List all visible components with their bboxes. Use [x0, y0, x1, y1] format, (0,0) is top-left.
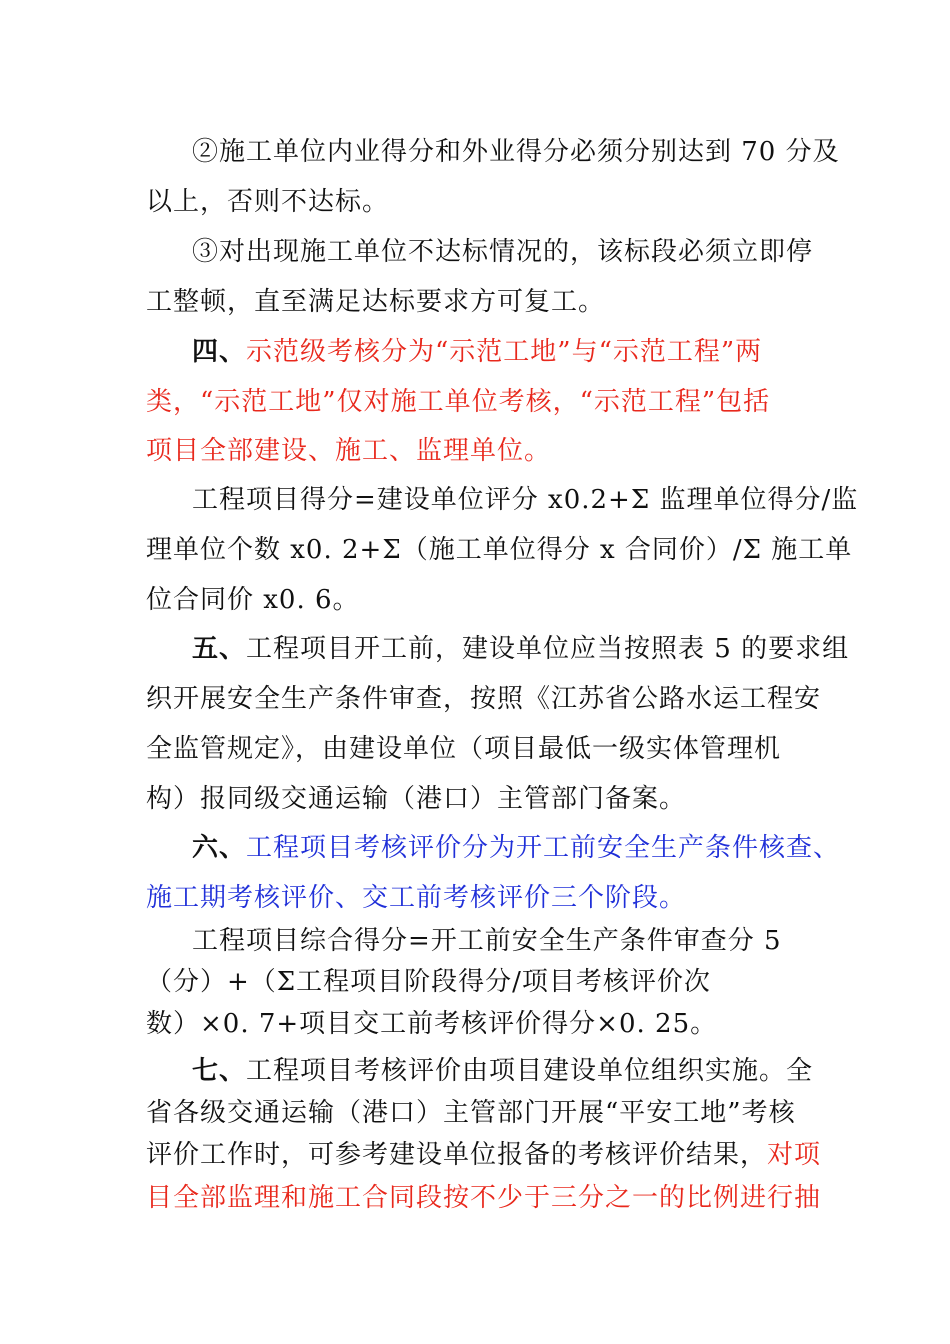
paragraph-line: 工整顿，直至满足达标要求方可复工。: [146, 287, 606, 317]
paragraph-line: 评价工作时，可参考建设单位报备的考核评价结果，对项: [146, 1140, 822, 1170]
paragraph-line: 目全部监理和施工合同段按不少于三分之一的比例进行抽: [146, 1183, 822, 1213]
formula-line: 工程项目综合得分=开工前安全生产条件审查分 5: [192, 926, 782, 956]
section-six-heading: 六、工程项目考核评价分为开工前安全生产条件核查、: [192, 833, 841, 863]
paragraph-line: ②施工单位内业得分和外业得分必须分别达到 70 分及: [192, 137, 840, 167]
section-number: 五、: [192, 634, 247, 664]
section-five-heading: 五、工程项目开工前，建设单位应当按照表 5 的要求组: [192, 634, 850, 664]
formula-line: 理单位个数 x0. 2+Σ（施工单位得分 x 合同价）/Σ 施工单: [146, 535, 853, 565]
paragraph-line: ③对出现施工单位不达标情况的，该标段必须立即停: [192, 237, 814, 267]
formula-line: 位合同价 x0. 6。: [146, 585, 360, 615]
paragraph-line: 织开展安全生产条件审查，按照《江苏省公路水运工程安: [146, 684, 822, 714]
section-seven-heading: 七、工程项目考核评价由项目建设单位组织实施。全: [192, 1056, 814, 1086]
paragraph-line: 构）报同级交通运输（港口）主管部门备案。: [146, 784, 687, 814]
paragraph-line: 施工期考核评价、交工前考核评价三个阶段。: [146, 883, 687, 913]
paragraph-line: 类，“示范工地”仅对施工单位考核，“示范工程”包括: [146, 387, 771, 417]
section-number: 四、: [192, 337, 247, 367]
paragraph-line: 省各级交通运输（港口）主管部门开展“平安工地”考核: [146, 1098, 796, 1128]
formula-line: 数）×0. 7+项目交工前考核评价得分×0. 25。: [146, 1009, 718, 1039]
section-number: 七、: [192, 1056, 247, 1086]
section-four-heading: 四、示范级考核分为“示范工地”与“示范工程”两: [192, 337, 763, 367]
section-number: 六、: [192, 833, 247, 863]
formula-line: 工程项目得分=建设单位评分 x0.2+Σ 监理单位得分/监: [192, 485, 859, 515]
highlighted-text: 对项: [767, 1140, 822, 1170]
paragraph-line: 全监管规定》，由建设单位（项目最低一级实体管理机: [146, 734, 782, 764]
paragraph-line: 项目全部建设、施工、监理单位。: [146, 436, 552, 466]
formula-line: （分）+（Σ工程项目阶段得分/项目考核评价次: [146, 967, 711, 997]
paragraph-line: 以上，否则不达标。: [146, 187, 390, 217]
